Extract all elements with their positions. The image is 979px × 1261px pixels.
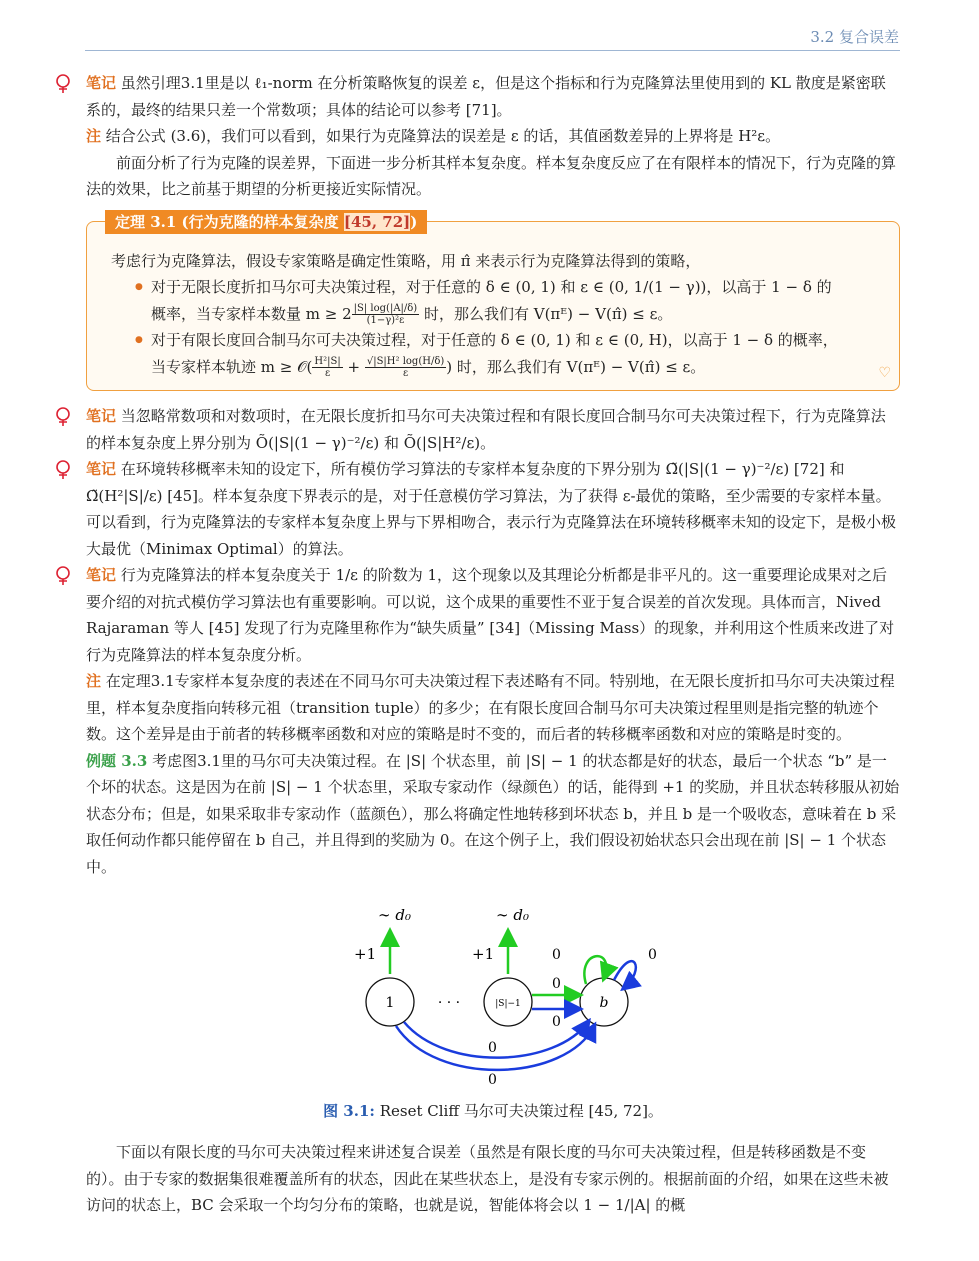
theorem-ref[interactable]: [45, 72]: [343, 212, 411, 231]
state-node-1-label: 1: [385, 995, 395, 1011]
fraction-2: [312, 356, 342, 379]
note-text: 行为克隆算法的样本复杂度关于 1/ε 的阶数为 1，这个现象以及其理论分析都是非平凡的。这一重要理论成果对之后要介绍的对抗式模仿学习算法也有重要影响。可以说，这个成果的重要性不亚于复合误差的首次发现。具体而言，Nived Rajaraman 等人 [45] 发现了行为克隆里称作为“缺失质量” [34]（Missing Mass）的现象，并利用这个性质来改进了对行为克隆算法的样本复杂度分析。: [86, 566, 895, 664]
example-label: 例题 3.3: [86, 751, 148, 770]
running-header: 3.2 复合误差: [810, 28, 899, 46]
bullet-1-pre: 概率，当专家样本数量 m ≥ 2: [151, 304, 352, 323]
reward-right: +1: [472, 945, 495, 963]
example-text: 考虑图3.1里的马尔可夫决策过程。在 |S| 个状态里，前 |S| − 1 的状态都是好的状态，最后一个状态 “b” 是一个坏的状态。这是因为在前 |S| − 1 个状态里，采取专家动作（绿颜色）的话，能得到 +1 的奖励，并且状态转移服从初始状态分布；但是，如果采取非专家动作（蓝颜色），那么将确定性地转移到坏状态 b，并且 b 是一个吸收态，意味着在 b 采取任何动作都只能停留在 b 自己，并且得到的奖励为 0。在这个例子上，我们假设初始状态只会出现在前 |S| − 1 个状态中。: [86, 751, 900, 876]
content: [86, 70, 900, 1219]
theorem-bullet-2: [151, 327, 883, 380]
theorem-intro: 考虑行为克隆算法，假设专家策略是确定性策略，用 π̂ 来表示行为克隆算法得到的策略，: [111, 251, 701, 270]
note-label: 笔记: [86, 566, 117, 584]
theorem-close: ): [410, 212, 418, 231]
remark-1: [86, 123, 900, 150]
pencil-note-icon: [52, 564, 74, 586]
fraction-1: [352, 303, 420, 326]
bullet-1-post: 时，那么我们有 V(πᴱ) − V(π̂) ≤ ε。: [419, 304, 673, 323]
bullet-2-post: ) 时，那么我们有 V(πᴱ) − V(π̂) ≤ ε。: [446, 357, 706, 376]
note-label: 笔记: [86, 407, 117, 425]
heart-icon: ♡: [878, 364, 891, 381]
fraction-2-den: ε: [324, 368, 331, 379]
caption-text: Reset Cliff 马尔可夫决策过程 [45, 72]。: [379, 1102, 663, 1120]
pencil-note-icon: [52, 72, 74, 94]
edge-reward-bottom: 0: [552, 1014, 561, 1030]
pencil-note-icon: [52, 405, 74, 427]
paragraph-last: 下面以有限长度的马尔可夫决策过程来讲述复合误差（虽然是有限长度的马尔可夫决策过程，但是转移函数是不变的）。由于专家的数据集很难覆盖所有的状态，因此在某些状态上，是没有专家示例的。根据前面的介绍，如果在这些未被访问的状态上，BC 会采取一个均匀分布的策略，也就是说，智能体将会以 1 − 1/|A| 的概: [86, 1143, 889, 1214]
arc-reward-outer: 0: [488, 1072, 497, 1088]
note-1: [86, 70, 900, 123]
theorem-list: [111, 274, 883, 380]
bullet-2-line-1: 对于有限长度回合制马尔可夫决策过程，对于任意的 δ ∈ (0, 1) 和 ε ∈ (0, H)，以高于 1 − δ 的概率，: [151, 331, 838, 349]
theorem-title: [105, 210, 427, 234]
fraction-1-num: |S| log(|A|/δ): [353, 303, 418, 314]
figure-caption: [86, 1098, 900, 1125]
edge-reward-top: 0: [552, 976, 561, 992]
remark-text: 在定理3.1专家样本复杂度的表述在不同马尔可夫决策过程下表述略有不同。特别地，在无限长度折扣马尔可夫决策过程里，样本复杂度指向转移元祖（transition tuple）的多少；在有限长度回合制马尔可夫决策过程里则是指完整的轨迹个数。这个差异是由于前者的转移概率函数和对应的策略是时不变的，而后者的转移概率函数和对应的策略是时变的。: [86, 672, 895, 743]
fraction-2-num: H²|S|: [314, 356, 341, 367]
state-node-s1-label: |S|−1: [495, 999, 521, 1009]
fraction-1-den: (1−γ)²ε: [366, 315, 405, 326]
figure-3-1: [86, 902, 900, 1127]
plus-sign: +: [342, 357, 365, 376]
theorem-bullet-1: [151, 274, 883, 327]
theorem-label: 定理 3.1 (行为克隆的样本复杂度: [115, 212, 344, 231]
remark-text: 结合公式 (3.6)，我们可以看到，如果行为克隆算法的误差是 ε 的话，其值函数差异的上界将是 H²ε。: [105, 127, 781, 145]
mdp-diagram: [86, 902, 900, 1092]
example: [86, 748, 900, 881]
loop-reward-green: 0: [552, 947, 561, 963]
header-rule: [85, 50, 900, 51]
bullet-2-pre: 当专家样本轨迹 m ≥ 𝒪(: [151, 357, 313, 376]
theorem-box: [86, 212, 900, 392]
note-text: 在环境转移概率未知的设定下，所有模仿学习算法的专家样本复杂度的下界分别为 Ω̃(|S|(1 − γ)⁻²/ε) [72] 和 Ω̃(H²|S|/ε) [45]。样本复杂度下界表示的是，对于任意模仿学习算法，为了获得 ε-最优的策略，至少需要的专家样本量。可以看到，行为克隆算法的专家样本复杂度上界与下界相吻合，表示行为克隆算法在环境转移概率未知的设定下，是极小极大最优（Minimax Optimal）的算法。: [86, 460, 897, 558]
pencil-note-icon: [52, 458, 74, 480]
note-4: [86, 562, 900, 668]
remark-2: [86, 668, 900, 748]
ellipsis: · · ·: [437, 995, 461, 1011]
note-3: [86, 456, 900, 562]
arc-reward-inner: 0: [488, 1040, 497, 1056]
fraction-3-den: ε: [402, 368, 409, 379]
remark-label: 注: [86, 672, 102, 690]
d0-label-right: ∼ d₀: [496, 906, 529, 924]
note-label: 笔记: [86, 74, 117, 92]
note-label: 笔记: [86, 460, 117, 478]
bad-state-label: b: [599, 995, 609, 1011]
fraction-3: [365, 356, 446, 379]
note-text: 当忽略常数项和对数项时，在无限长度折扣马尔可夫决策过程和有限长度回合制马尔可夫决策过程下，行为克隆算法的样本复杂度上界分别为 Õ(|S|(1 − γ)⁻²/ε) 和 Õ(|S|H²/ε)。: [86, 407, 886, 452]
d0-label-left: ∼ d₀: [378, 906, 411, 924]
caption-label: 图 3.1:: [323, 1102, 375, 1120]
loop-reward-blue: 0: [648, 947, 657, 963]
reward-left: +1: [354, 945, 377, 963]
note-text: 虽然引理3.1里是以 ℓ₁-norm 在分析策略恢复的误差 ε，但是这个指标和行为克隆算法里使用到的 KL 散度是紧密联系的，最终的结果只差一个常数项；具体的结论可以参考 [71]。: [86, 74, 886, 119]
fraction-3-num: √|S|H² log(H/δ): [366, 356, 445, 367]
paragraph-1: 前面分析了行为克隆的误差界，下面进一步分析其样本复杂度。样本复杂度反应了在有限样本的情况下，行为克隆的算法的效果，比之前基于期望的分析更接近实际情况。: [86, 153, 897, 198]
bullet-1-line-1: 对于无限长度折扣马尔可夫决策过程，对于任意的 δ ∈ (0, 1) 和 ε ∈ (0, 1/(1 − γ))，以高于 1 − δ 的: [151, 278, 832, 296]
remark-label: 注: [86, 127, 102, 145]
note-2: [86, 403, 900, 456]
